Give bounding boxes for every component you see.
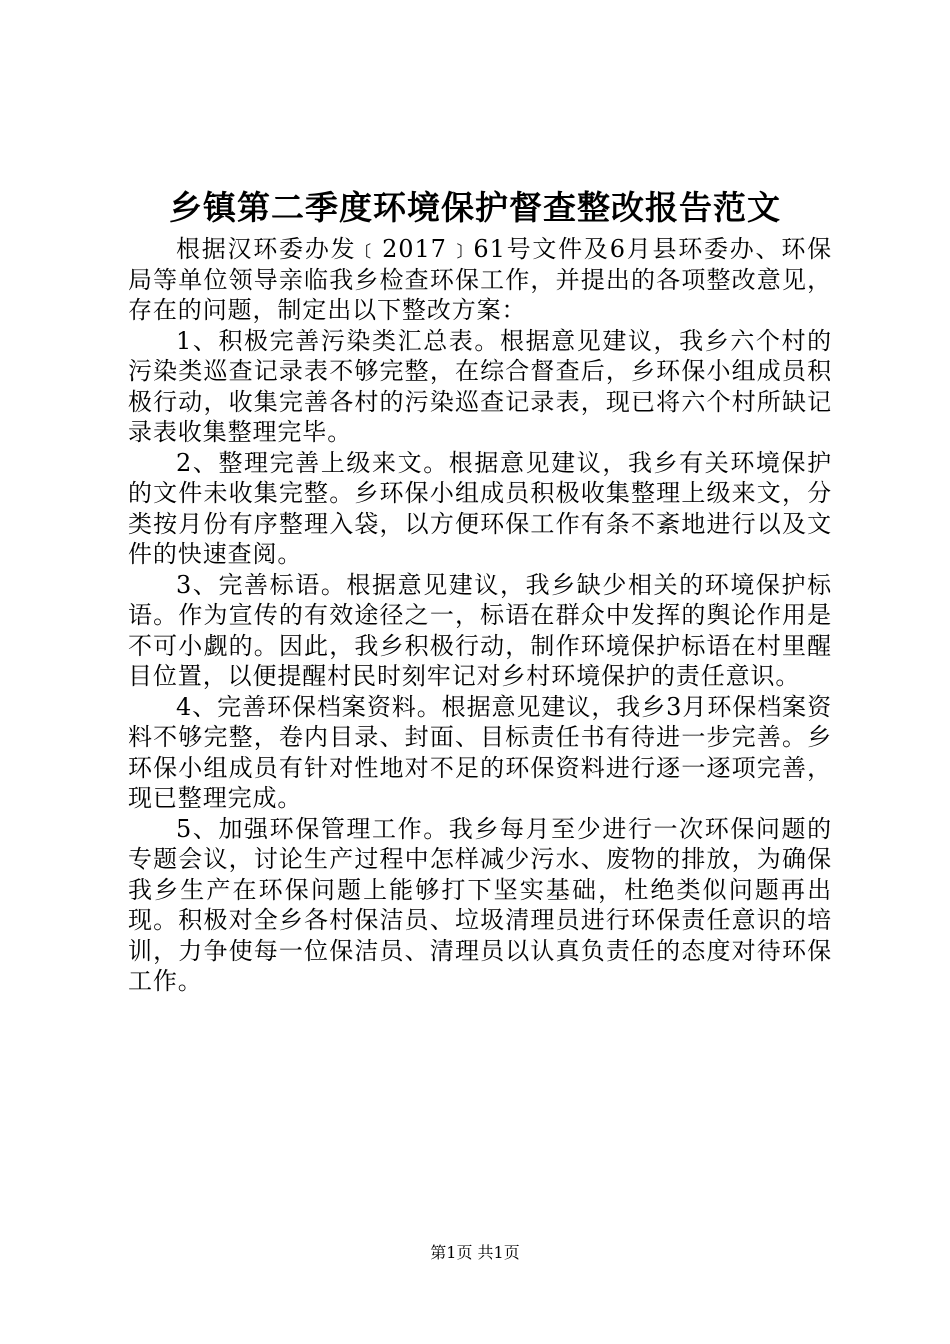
document-title: 乡镇第二季度环境保护督查整改报告范文 — [169, 188, 781, 227]
paragraph-item-1: 1、积极完善污染类汇总表。根据意见建议，我乡六个村的污染类巡查记录表不够完整，在综合督查后，乡环保小组成员积极行动，收集完善各村的污染巡查记录表，现已将六个村所缺记录表收集整理完毕。 — [128, 326, 832, 446]
paragraph-item-5: 5、加强环保管理工作。我乡每月至少进行一次环保问题的专题会议，讨论生产过程中怎样减少污水、废物的排放，为确保我乡生产在环保问题上能够打下坚实基础，杜绝类似问题再出现。积极对全乡各村保洁员、垃圾清理员进行环保责任意识的培训，力争使每一位保洁员、清理员以认真负责任的态度对待环保工作。 — [128, 814, 832, 995]
document-body — [128, 234, 832, 997]
page-number-footer: 第1页 共1页 — [430, 1243, 520, 1262]
paragraph-item-4: 4、完善环保档案资料。根据意见建议，我乡3月环保档案资料不够完整，卷内目录、封面、目标责任书有待进一步完善。乡环保小组成员有针对性地对不足的环保资料进行逐一逐项完善，现已整理完成。 — [128, 692, 832, 812]
paragraph-item-3: 3、完善标语。根据意见建议，我乡缺少相关的环境保护标语。作为宣传的有效途径之一，标语在群众中发挥的舆论作用是不可小觑的。因此，我乡积极行动，制作环境保护标语在村里醒目位置，以便提醒村民时刻牢记对乡村环境保护的责任意识。 — [128, 570, 832, 690]
paragraph-intro: 根据汉环委办发﹝2017﹞61号文件及6月县环委办、环保局等单位领导亲临我乡检查环保工作，并提出的各项整改意见，存在的问题，制定出以下整改方案： — [128, 235, 832, 324]
paragraph-item-2: 2、整理完善上级来文。根据意见建议，我乡有关环境保护的文件未收集完整。乡环保小组成员积极收集整理上级来文，分类按月份有序整理入袋，以方便环保工作有条不紊地进行以及文件的快速查阅。 — [128, 448, 832, 568]
